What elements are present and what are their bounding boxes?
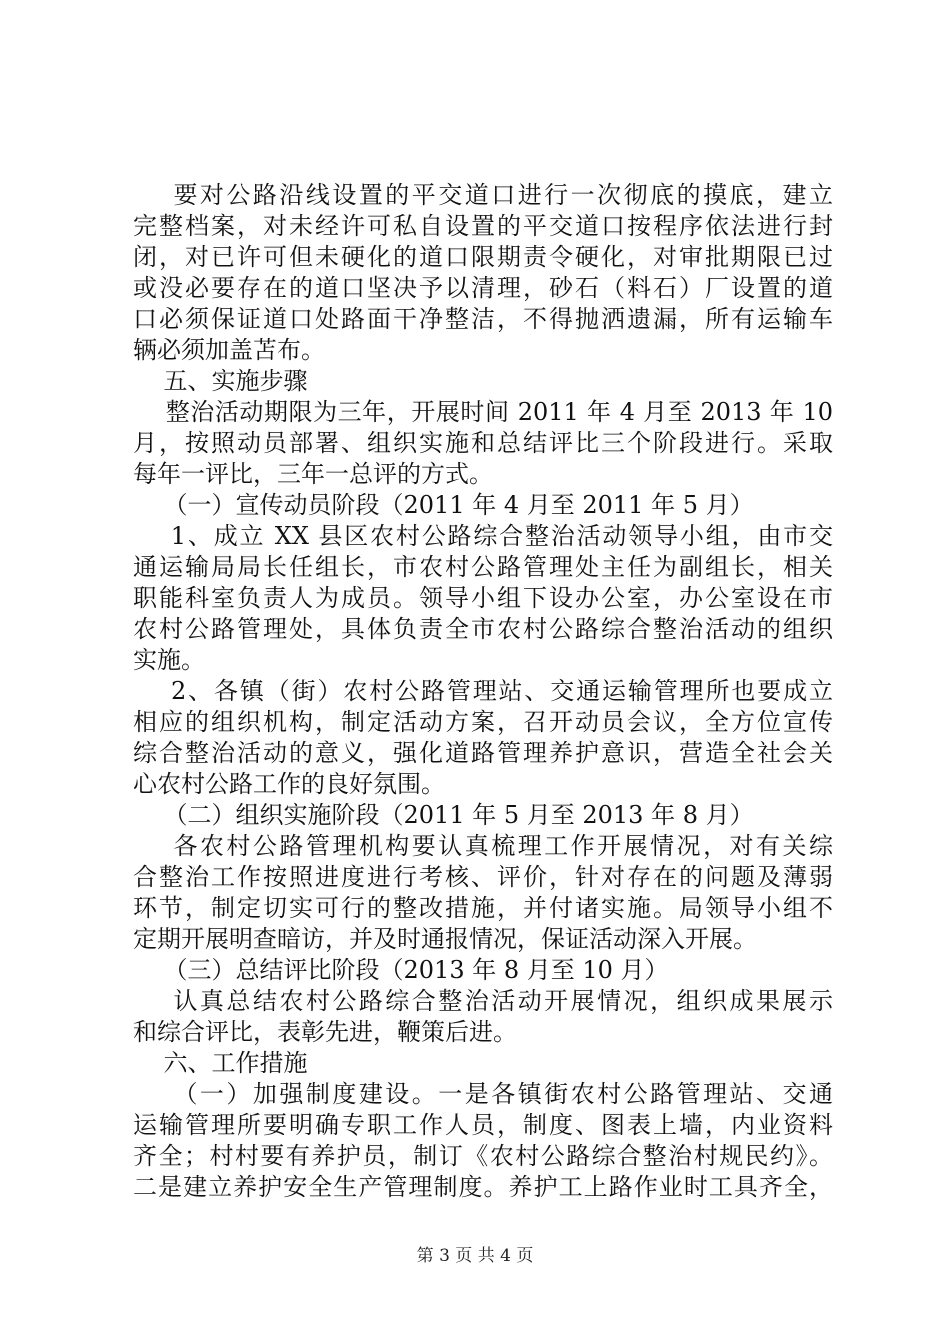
text-line: 农村公路管理处，具体负责全市农村公路综合整治活动的组织 <box>133 615 833 643</box>
text-line: 职能科室负责人为成员。领导小组下设办公室，办公室设在市 <box>133 584 833 612</box>
text-line: 相应的组织机构，制定活动方案，召开动员会议，全方位宣传 <box>133 708 833 736</box>
text-line: 运输管理所要明确专职工作人员，制度、图表上墙，内业资料 <box>133 1111 833 1139</box>
subsection-heading: （一）宣传动员阶段（2011 年 4 月至 2011 年 5 月） <box>133 491 754 519</box>
text-line: 实施。 <box>133 646 205 674</box>
text-line: 辆必须加盖苫布。 <box>133 336 325 364</box>
text-line: 和综合评比，表彰先进，鞭策后进。 <box>133 1018 517 1046</box>
text-line: 整治活动期限为三年，开展时间 2011 年 4 月至 2013 年 10 <box>133 398 833 426</box>
text-line: 每年一评比，三年一总评的方式。 <box>133 460 493 488</box>
text-line: 定期开展明查暗访，并及时通报情况，保证活动深入开展。 <box>133 925 757 953</box>
page-number-footer: 第 3 页 共 4 页 <box>416 1246 534 1266</box>
section-heading: 五、实施步骤 <box>133 367 308 395</box>
text-line: 1、成立 XX 县区农村公路综合整治活动领导小组，由市交 <box>133 522 833 550</box>
text-line: 2、各镇（街）农村公路管理站、交通运输管理所也要成立 <box>133 677 833 705</box>
text-line: 齐全；村村要有养护员，制订《农村公路综合整治村规民约》。 <box>133 1142 833 1170</box>
text-line: 或没必要存在的道口坚决予以清理，砂石（料石）厂设置的道 <box>133 274 833 302</box>
text-line: 完整档案，对未经许可私自设置的平交道口按程序依法进行封 <box>133 212 833 240</box>
text-line: 要对公路沿线设置的平交道口进行一次彻底的摸底，建立 <box>133 181 833 209</box>
section-heading: 六、工作措施 <box>133 1049 308 1077</box>
text-line: 心农村公路工作的良好氛围。 <box>133 770 445 798</box>
text-line: 闭，对已许可但未硬化的道口限期责令硬化，对审批期限已过 <box>133 243 833 271</box>
subsection-heading: （三）总结评比阶段（2013 年 8 月至 10 月） <box>133 956 669 984</box>
text-line: 环节，制定切实可行的整改措施，并付诸实施。局领导小组不 <box>133 894 833 922</box>
text-line: 认真总结农村公路综合整治活动开展情况，组织成果展示 <box>133 987 833 1015</box>
text-line: 月，按照动员部署、组织实施和总结评比三个阶段进行。采取 <box>133 429 833 457</box>
text-line: 通运输局局长任组长，市农村公路管理处主任为副组长，相关 <box>133 553 833 581</box>
text-line: 各农村公路管理机构要认真梳理工作开展情况，对有关综 <box>133 832 833 860</box>
text-line: 口必须保证道口处路面干净整洁，不得抛洒遗漏，所有运输车 <box>133 305 833 333</box>
text-line: 合整治工作按照进度进行考核、评价，针对存在的问题及薄弱 <box>133 863 833 891</box>
text-line: 综合整治活动的意义，强化道路管理养护意识，营造全社会关 <box>133 739 833 767</box>
text-line: （一）加强制度建设。一是各镇街农村公路管理站、交通 <box>133 1080 833 1108</box>
text-line: 二是建立养护安全生产管理制度。养护工上路作业时工具齐全， <box>133 1173 833 1201</box>
subsection-heading: （二）组织实施阶段（2011 年 5 月至 2013 年 8 月） <box>133 801 754 829</box>
